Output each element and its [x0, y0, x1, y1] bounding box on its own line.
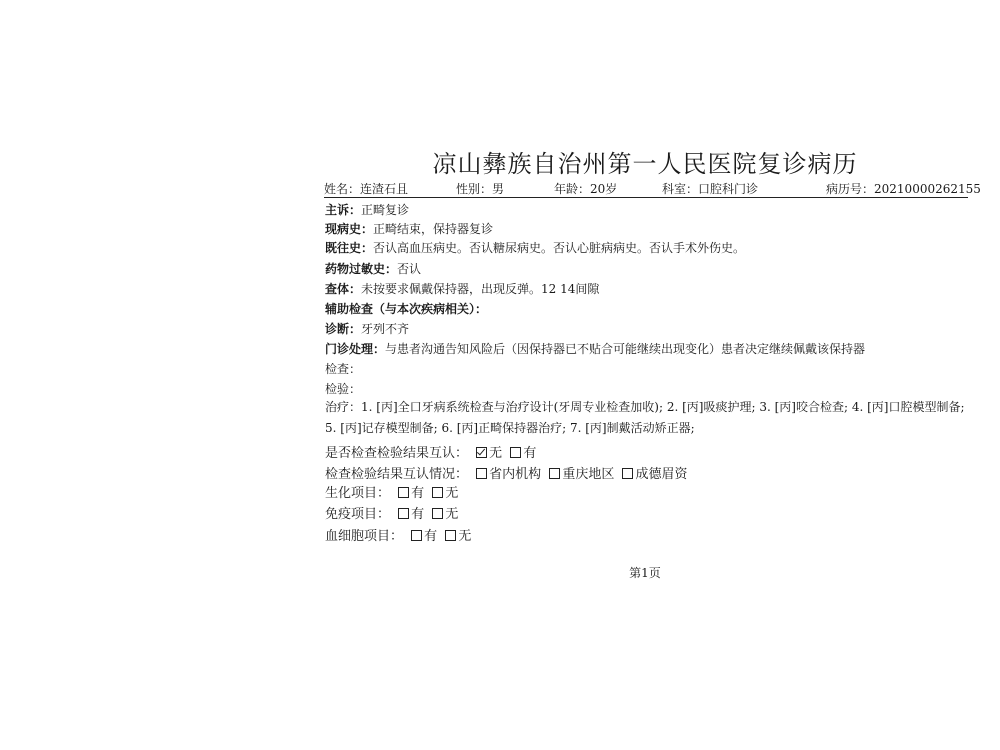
blood-no-label: 无 — [458, 529, 472, 544]
age-field — [554, 180, 617, 197]
complaint-label: 主诉： — [325, 203, 362, 217]
chengdemeizi-checkbox[interactable] — [622, 468, 633, 479]
past-history-line — [325, 239, 745, 256]
treatment-plan-label: 门诊处理： — [325, 342, 386, 356]
immune-line — [325, 503, 458, 522]
mutual-detail-line — [325, 463, 687, 482]
allergy-line — [325, 260, 421, 277]
diagnosis-label: 诊断： — [325, 322, 362, 336]
age-value: 20岁 — [590, 182, 618, 196]
present-history-value: 正畸结束，保持器复诊 — [373, 222, 494, 236]
test-label: 检验： — [325, 382, 362, 396]
record-no-label: 病历号： — [826, 182, 875, 196]
diagnosis-value: 牙列不齐 — [361, 322, 410, 336]
sex-value: 男 — [492, 182, 505, 196]
aux-exam-line — [325, 300, 487, 317]
mutual-no-checkbox[interactable] — [476, 447, 487, 458]
mutual-yes-label: 有 — [523, 446, 537, 461]
dept-field — [662, 180, 758, 197]
mutual-detail-label: 检查检验结果互认情况： — [325, 467, 469, 482]
present-history-line — [325, 220, 493, 237]
document-title: 凉山彝族自治州第一人民医院复诊病历 — [432, 150, 858, 178]
mutual-yes-checkbox[interactable] — [510, 447, 521, 458]
treatment-plan-value: 与患者沟通告知风险后（因保持器已不贴合可能继续出现变化）患者决定继续佩戴该保持器 — [385, 342, 866, 356]
biochem-yes-label: 有 — [411, 486, 425, 501]
past-history-value: 否认高血压病史。否认糖尿病史。否认心脏病病史。否认手术外伤史。 — [373, 241, 746, 255]
blood-label: 血细胞项目： — [325, 529, 404, 544]
name-value: 连渣石且 — [360, 182, 409, 196]
exam-value: 未按要求佩戴保持器，出现反弹。12 14间隙 — [361, 282, 600, 296]
header-divider — [324, 197, 968, 198]
mutual-no-label: 无 — [489, 446, 503, 461]
province-checkbox[interactable] — [476, 468, 487, 479]
biochem-label: 生化项目： — [325, 486, 391, 501]
immune-yes-label: 有 — [411, 507, 425, 522]
sex-label: 性别： — [456, 182, 493, 196]
present-history-label: 现病史： — [325, 222, 374, 236]
exam-line — [325, 280, 599, 297]
check-line — [325, 360, 361, 377]
chengdemeizi-label: 成德眉资 — [635, 467, 688, 482]
blood-no-checkbox[interactable] — [445, 530, 456, 541]
blood-yes-checkbox[interactable] — [411, 530, 422, 541]
sex-field — [456, 180, 504, 197]
age-label: 年龄： — [554, 182, 591, 196]
biochem-yes-checkbox[interactable] — [398, 487, 409, 498]
therapy-text: 治疗：1. [丙]全口牙病系统检查与治疗设计(牙周专业检查加收); 2. [丙]吸痰护理; 3. [丙]咬合检查; 4. [丙]口腔模型制备; 5. [丙]记存模型制备; 6. [丙]正畸保持器治疗; 7. [丙]制戴活动矫正器; — [325, 400, 965, 435]
allergy-value: 否认 — [397, 262, 422, 276]
aux-exam-label: 辅助检查（与本次疾病相关）： — [325, 302, 488, 316]
chongqing-label: 重庆地区 — [562, 467, 615, 482]
record-no-value: 20210000262155 — [874, 182, 981, 196]
blood-line — [325, 525, 471, 544]
immune-yes-checkbox[interactable] — [398, 508, 409, 519]
mutual-line — [325, 442, 536, 461]
treatment-plan-line — [325, 340, 865, 357]
exam-label: 查体： — [325, 282, 362, 296]
immune-no-checkbox[interactable] — [432, 508, 443, 519]
dept-label: 科室： — [662, 182, 699, 196]
immune-label: 免疫项目： — [325, 507, 391, 522]
chongqing-checkbox[interactable] — [549, 468, 560, 479]
blood-yes-label: 有 — [424, 529, 438, 544]
dept-value: 口腔科门诊 — [698, 182, 759, 196]
biochem-no-checkbox[interactable] — [432, 487, 443, 498]
name-field — [324, 180, 408, 197]
diagnosis-line — [325, 320, 409, 337]
complaint-line — [325, 201, 409, 218]
biochem-line — [325, 482, 458, 501]
mutual-label: 是否检查检验结果互认： — [325, 446, 469, 461]
biochem-no-label: 无 — [445, 486, 459, 501]
immune-no-label: 无 — [445, 507, 459, 522]
past-history-label: 既往史： — [325, 241, 374, 255]
allergy-label: 药物过敏史： — [325, 262, 398, 276]
name-label: 姓名： — [324, 182, 361, 196]
check-label: 检查： — [325, 362, 362, 376]
patient-info-row — [324, 180, 981, 198]
test-line — [325, 380, 361, 397]
province-label: 省内机构 — [489, 467, 542, 482]
record-no-field — [826, 180, 981, 197]
page-number: 第1页 — [629, 566, 661, 580]
complaint-value: 正畸复诊 — [361, 203, 410, 217]
